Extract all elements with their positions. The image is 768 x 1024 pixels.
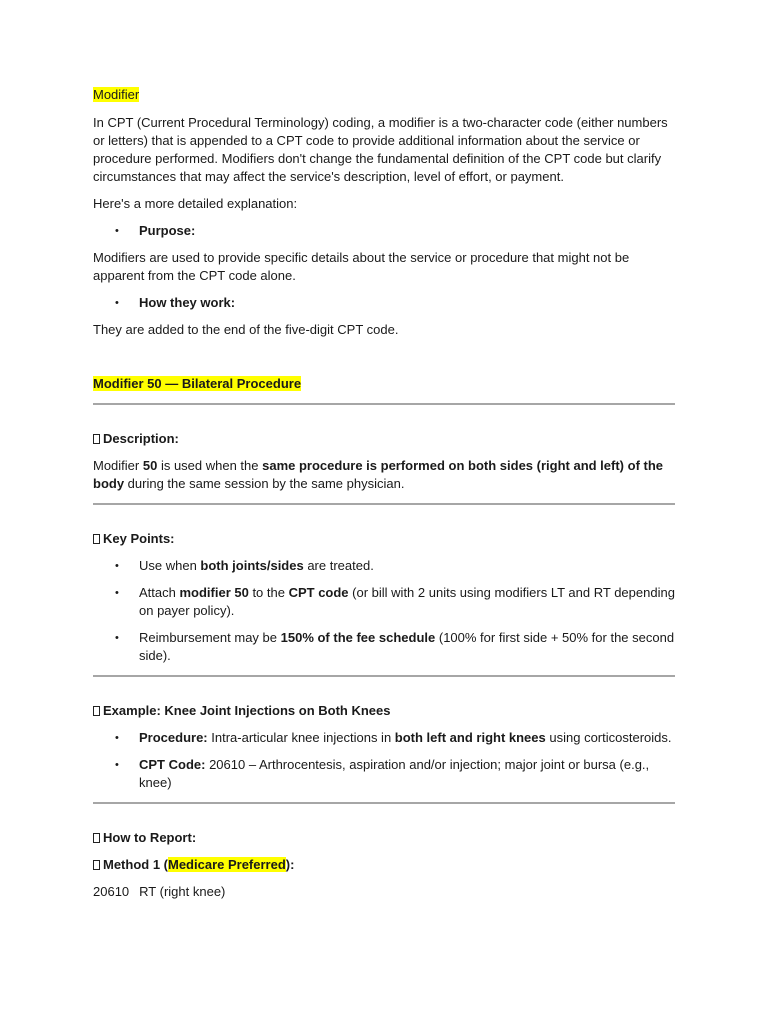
kp-text: (100% for first side + 50% for the second side). (139, 630, 675, 663)
kp-text: are treated. (303, 558, 374, 573)
desc-bold-2: same procedure is performed on both sides (right and left) of the body (93, 458, 664, 491)
kp-text: Use when (139, 558, 201, 573)
kp-bold: modifier 50 (179, 585, 249, 600)
bullet-icon: • (115, 732, 119, 744)
description-text (93, 457, 675, 493)
desc-text-3: during the same session by the same physician. (124, 476, 405, 491)
placeholder-glyph-icon (93, 706, 100, 716)
method1-suffix: ): (285, 857, 295, 872)
how-text: They are added to the end of the five-digit CPT code. (93, 322, 399, 337)
list-item (93, 584, 675, 620)
how-to-report-label: How to Report: (103, 830, 197, 845)
purpose-item (93, 222, 675, 240)
divider (93, 802, 675, 804)
method1-highlight: Medicare Preferred (168, 857, 286, 872)
kp-text: Reimbursement may be (139, 630, 281, 645)
description-heading (93, 430, 675, 448)
placeholder-glyph-icon (93, 833, 100, 843)
key-points-list (93, 557, 675, 665)
desc-bold-1: 50 (142, 458, 158, 473)
list-item (93, 557, 675, 575)
key-points-label: Key Points: (103, 531, 175, 546)
ex-text: Intra-articular knee injections in (207, 730, 395, 745)
placeholder-glyph-icon (93, 534, 100, 544)
modifier-heading (93, 86, 675, 104)
purpose-text: Modifiers are used to provide specific details about the service or procedure that might not be apparent from the CPT code alone. (93, 250, 630, 283)
list-item (93, 629, 675, 665)
kp-bold: both joints/sides (200, 558, 304, 573)
example-list (93, 729, 675, 792)
description-label: Description: (103, 431, 179, 446)
desc-text-1: Modifier (93, 458, 143, 473)
example-label: Example: Knee Joint Injections on Both Knees (103, 703, 391, 718)
key-points-heading (93, 530, 675, 548)
ex-bold: both left and right knees (394, 730, 546, 745)
kp-bold: 150% of the fee schedule (280, 630, 436, 645)
placeholder-glyph-icon (93, 434, 100, 444)
desc-text-2: is used when the (157, 458, 263, 473)
list-item (93, 756, 675, 792)
purpose-list (93, 222, 675, 240)
list-item (93, 729, 675, 747)
code-description: RT (right knee) (139, 884, 226, 899)
bullet-icon: • (115, 560, 119, 572)
bullet-icon: • (115, 759, 119, 771)
purpose-label: Purpose: (139, 223, 196, 238)
kp-text: to the (248, 585, 289, 600)
ex-bold: Procedure: (139, 730, 208, 745)
method1-prefix: Method 1 ( (103, 857, 168, 872)
mod50-heading-text: Modifier 50 — Bilateral Procedure (93, 376, 302, 391)
divider (93, 675, 675, 677)
bullet-icon: • (115, 297, 119, 309)
ex-text: 20610 – Arthrocentesis, aspiration and/or injection; major joint or bursa (e.g., knee) (139, 757, 650, 790)
cpt-code: 20610 (93, 884, 130, 899)
code-line (93, 883, 675, 901)
how-list (93, 294, 675, 312)
how-label: How they work: (139, 295, 236, 310)
detail-intro: Here's a more detailed explanation: (93, 196, 298, 211)
kp-text: (or bill with 2 units using modifiers LT and RT depending on payer policy). (139, 585, 675, 618)
placeholder-glyph-icon (93, 860, 100, 870)
mod50-heading (93, 375, 675, 393)
document-page (93, 86, 675, 901)
how-to-report-heading (93, 829, 675, 847)
example-heading (93, 702, 675, 720)
ex-bold: CPT Code: (139, 757, 206, 772)
how-item (93, 294, 675, 312)
divider (93, 403, 675, 405)
intro-paragraph: In CPT (Current Procedural Terminology) coding, a modifier is a two-character code (either numbers or letters) that is appended to a CPT code to provide additional information about the service or procedure performed. Modifiers don't change the fundamental definition of the CPT code but clarify circumstances that may affect the service's description, level of effort, or payment. (93, 115, 668, 184)
method1-heading (93, 856, 675, 874)
kp-text: Attach (139, 585, 180, 600)
bullet-icon: • (115, 587, 119, 599)
ex-text: using corticosteroids. (545, 730, 672, 745)
modifier-heading-text: Modifier (93, 87, 140, 102)
kp-bold: CPT code (288, 585, 349, 600)
divider (93, 503, 675, 505)
bullet-icon: • (115, 632, 119, 644)
bullet-icon: • (115, 225, 119, 237)
